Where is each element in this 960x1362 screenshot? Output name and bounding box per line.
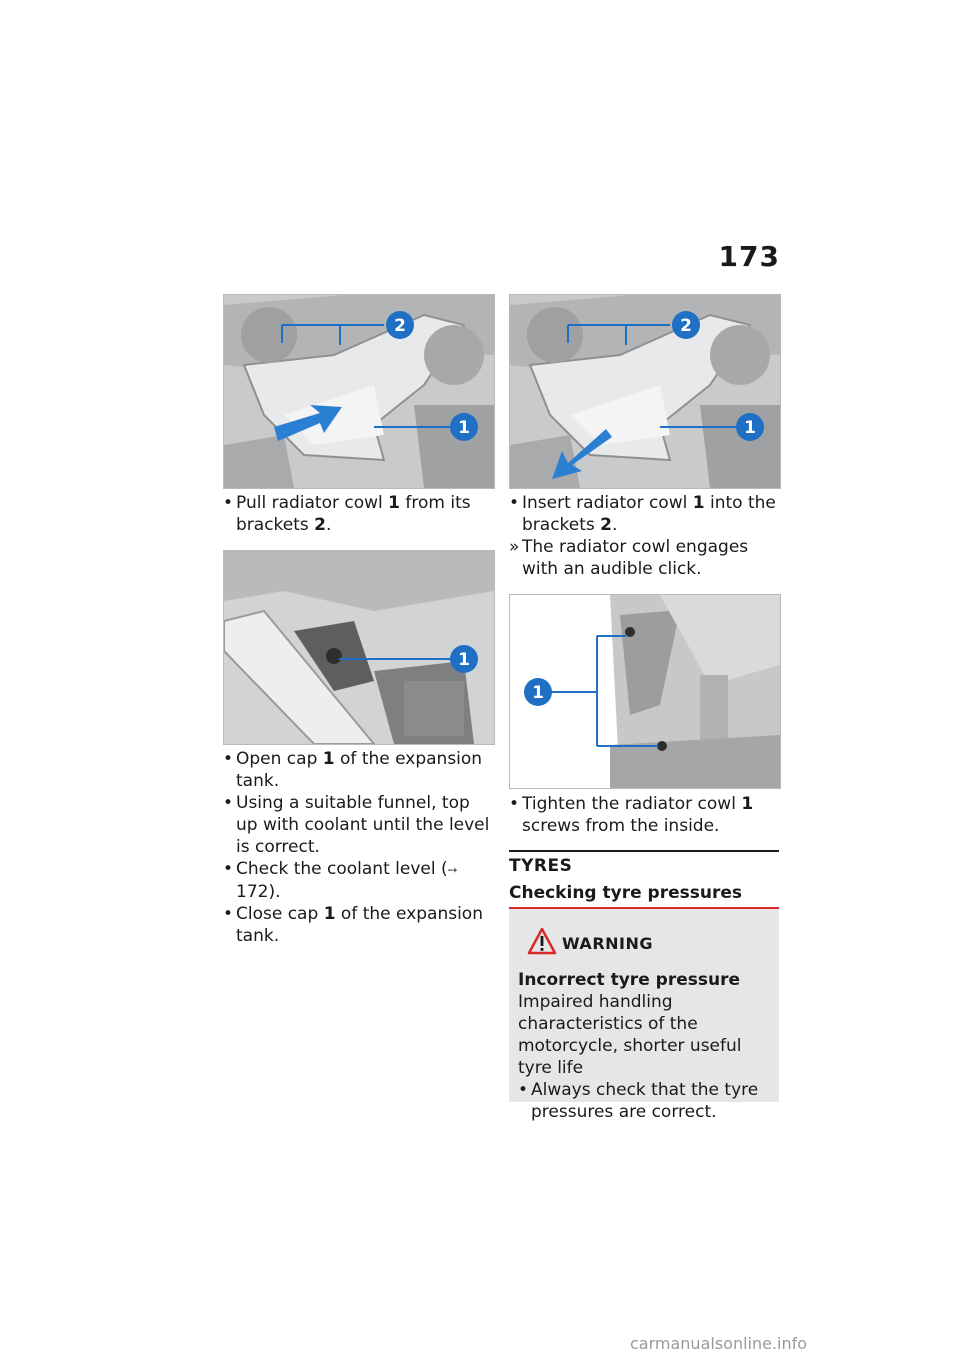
step-text: Check the coolant level ( [236, 859, 448, 879]
bullet-icon: • [509, 493, 520, 513]
bullet-icon: • [223, 493, 234, 513]
section-title: TYRES [509, 856, 573, 876]
step-pull-cowl [223, 492, 493, 536]
step-text: screws from the inside. [522, 816, 720, 836]
step-text: Using a suitable funnel, top up with coolant until the level is correct. [236, 793, 490, 857]
subsection-title: Checking tyre pressures [509, 883, 743, 903]
callout-ref: 2 [600, 515, 613, 535]
step-text: Insert radiator cowl [522, 493, 693, 513]
callout-ref: 1 [323, 904, 336, 924]
callout-ref: 1 [692, 493, 705, 513]
bullet-icon: • [223, 749, 234, 769]
step-tighten-screws [509, 793, 779, 837]
callout-ref: 1 [322, 749, 335, 769]
step-text: of the expansion tank. [236, 904, 483, 946]
step-text: ). [268, 882, 281, 902]
step-insert-cowl [509, 492, 779, 536]
step-text: . [326, 515, 332, 535]
step-text: Always check that the tyre pressures are correct. [531, 1080, 759, 1122]
bullet-icon: • [223, 904, 234, 924]
figure-expansion-tank-cap [223, 550, 495, 745]
watermark: carmanualsonline.info [630, 1334, 808, 1353]
bullet-icon: • [509, 794, 520, 814]
callout-1: 1 [458, 650, 470, 670]
step-text: . [612, 515, 618, 535]
step-text: Tighten the radiator cowl [522, 794, 742, 814]
bullet-icon: • [223, 859, 234, 879]
step-text: Close cap [236, 904, 324, 924]
left-column-steps-a [223, 492, 493, 536]
callout-ref: 2 [314, 515, 327, 535]
step-text: from its brackets [236, 493, 471, 535]
warning-body [518, 969, 769, 1123]
bullet-icon: • [223, 793, 234, 813]
callout-2: 2 [394, 316, 406, 336]
figure-insert-cowl [509, 294, 781, 489]
warning-label: WARNING [562, 934, 653, 953]
step-text: of the expansion tank. [236, 749, 483, 791]
warning-box [509, 909, 779, 1122]
step-text: Pull radiator cowl [236, 493, 389, 513]
step-text: Open cap [236, 749, 323, 769]
callout-ref: 1 [388, 493, 400, 513]
page-number: 173 [718, 240, 780, 273]
callout-ref: 1 [741, 794, 754, 814]
figure-cowl-screws [509, 594, 781, 789]
page-reference-icon: ➙ [447, 863, 458, 877]
section-divider [509, 850, 779, 852]
result-marker: » [509, 537, 520, 557]
step-text: into the brackets [522, 493, 776, 535]
warning-text: Impaired handling characteristics of the motorcycle, shorter useful tyre life [518, 992, 742, 1078]
figure-pull-cowl [223, 294, 495, 489]
left-column-steps-b [223, 748, 493, 947]
warning-action [518, 1079, 769, 1123]
step-close-cap [223, 903, 493, 947]
bullet-icon: • [518, 1080, 529, 1100]
warning-title: Incorrect tyre pressure [518, 970, 740, 990]
step-top-up [223, 792, 493, 858]
warning-header [509, 927, 779, 957]
callout-1: 1 [458, 418, 470, 438]
callout-1: 1 [744, 418, 756, 438]
result-engages [509, 536, 779, 580]
page-reference[interactable]: 172 [236, 882, 269, 902]
warning-triangle-icon [527, 927, 557, 955]
right-column-steps-a [509, 492, 779, 580]
step-open-cap [223, 748, 493, 792]
step-text: The radiator cowl engages with an audible click. [522, 537, 749, 579]
callout-2: 2 [680, 316, 692, 336]
callout-1: 1 [532, 683, 544, 703]
right-column-steps-b [509, 793, 779, 837]
step-check-level [223, 858, 493, 903]
